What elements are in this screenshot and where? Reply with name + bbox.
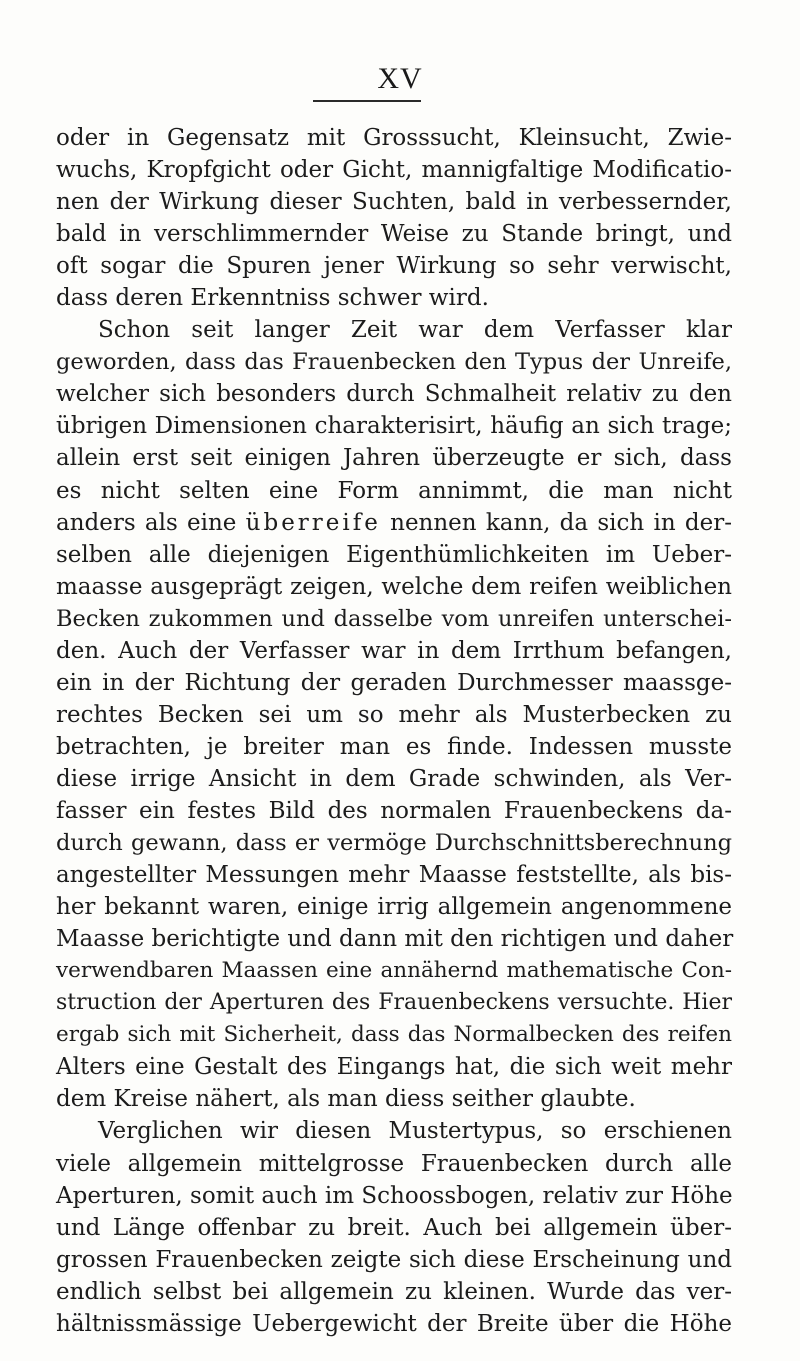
text-line: oder in Gegensatz mit Grosssucht, Kleinsucht, Zwie- (56, 125, 732, 151)
spaced-emphasis: überreife (245, 509, 381, 536)
text-line: allein erst seit einigen Jahren überzeugte er sich, dass (56, 445, 732, 472)
text-line: durch gewann, dass er vermöge Durchschnittsberechnung (56, 830, 732, 857)
text-segment: nennen kann, da sich in der- (380, 509, 732, 536)
text-line: welcher sich besonders durch Schmalheit relativ zu den (56, 381, 732, 408)
text-line: struction der Aperturen des Frauenbeckens versuchte. Hier (56, 990, 732, 1016)
text-line: bald in verschlimmernder Weise zu Stande bringt, und (56, 221, 732, 248)
text-line: geworden, dass das Frauenbecken den Typus der Unreife, (56, 349, 732, 376)
text-line: viele allgemein mittelgrosse Frauenbecken durch alle (56, 1150, 732, 1177)
text-line: maasse ausgeprägt zeigen, welche dem reifen weiblichen (56, 573, 732, 600)
text-line: oft sogar die Spuren jener Wirkung so sehr verwischt, (56, 253, 732, 280)
text-line: endlich selbst bei allgemein zu kleinen. Wurde das ver- (56, 1278, 732, 1305)
text-line: Becken zukommen und dasselbe vom unreifen unterschei- (56, 605, 732, 632)
text-line: Aperturen, somit auch im Schoossbogen, relativ zur Höhe (56, 1182, 733, 1209)
text-line: dem Kreise nähert, als man diess seither glaubte. (56, 1086, 636, 1113)
header-rule (313, 100, 421, 102)
text-line: ein in der Richtung der geraden Durchmesser maassge- (56, 669, 732, 696)
text-line: nen der Wirkung dieser Suchten, bald in verbessernder, (56, 189, 732, 216)
text-line: und Länge offenbar zu breit. Auch bei allgemein über- (56, 1214, 732, 1241)
text-segment: anders als eine (56, 509, 246, 536)
body-text (56, 122, 732, 1340)
text-line: fasser ein festes Bild des normalen Frauenbeckens da- (56, 797, 732, 824)
text-line: Maasse berichtigte und dann mit den richtigen und daher (56, 926, 734, 953)
text-line: übrigen Dimensionen charakterisirt, häufig an sich trage; (56, 413, 732, 440)
page-number: XV (377, 62, 423, 95)
text-line: wuchs, Kropfgicht oder Gicht, mannigfaltige Modificatio- (56, 157, 732, 184)
text-line: diese irrige Ansicht in dem Grade schwinden, als Ver- (56, 765, 732, 792)
text-line (56, 507, 732, 539)
text-line: ergab sich mit Sicherheit, dass das Normalbecken des reifen (56, 1022, 732, 1048)
text-line: rechtes Becken sei um so mehr als Musterbecken zu (56, 701, 732, 728)
text-line: her bekannt waren, einige irrig allgemein angenommene (56, 894, 732, 921)
text-line: angestellter Messungen mehr Maasse feststellte, als bis- (56, 862, 732, 889)
text-line: Alters eine Gestalt des Eingangs hat, die sich weit mehr (56, 1054, 732, 1081)
text-line: verwendbaren Maassen eine annähernd mathematische Con- (56, 958, 732, 984)
text-line: Schon seit langer Zeit war dem Verfasser klar (98, 317, 732, 344)
text-line: den. Auch der Verfasser war in dem Irrthum befangen, (56, 637, 732, 664)
text-line: grossen Frauenbecken zeigte sich diese Erscheinung und (56, 1246, 732, 1273)
text-line: es nicht selten eine Form annimmt, die man nicht (56, 477, 732, 504)
text-line: dass deren Erkenntniss schwer wird. (56, 285, 489, 312)
text-line: selben alle diejenigen Eigenthümlichkeiten im Ueber- (56, 541, 732, 568)
text-line: Verglichen wir diesen Mustertypus, so erschienen (98, 1118, 732, 1145)
text-line: betrachten, je breiter man es finde. Indessen musste (56, 733, 732, 760)
text-line: hältnissmässige Uebergewicht der Breite über die Höhe (56, 1310, 732, 1337)
